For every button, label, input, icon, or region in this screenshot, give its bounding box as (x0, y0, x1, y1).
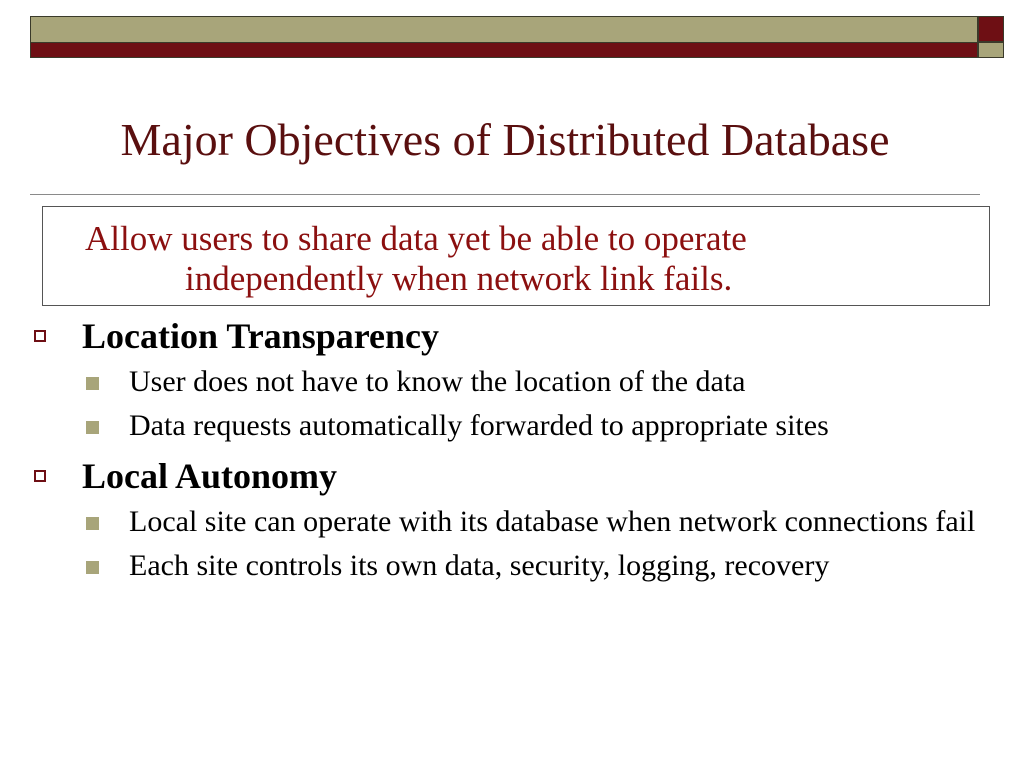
header-band-olive-stripe (31, 17, 977, 43)
filled-square-bullet-icon (86, 377, 99, 390)
header-decorative-band (30, 16, 978, 58)
bullet-text: Each site controls its own data, security, logging, recovery (129, 549, 830, 582)
bullet-text: Local site can operate with its database when network connections fail (129, 505, 976, 538)
bullet-item (30, 408, 995, 444)
section-location-transparency (30, 312, 995, 360)
section-local-autonomy (30, 452, 995, 500)
bullet-item (30, 504, 995, 540)
filled-square-bullet-icon (86, 517, 99, 530)
slide-content (30, 312, 995, 584)
hollow-square-bullet-icon (34, 330, 46, 342)
filled-square-bullet-icon (86, 421, 99, 434)
bullet-text: Data requests automatically forwarded to appropriate sites (129, 409, 829, 442)
title-divider (30, 194, 980, 195)
header-corner-red-square (978, 16, 1004, 42)
slide-title: Major Objectives of Distributed Database (120, 114, 890, 165)
bullet-text: User does not have to know the location of the data (129, 365, 746, 398)
objective-callout-box (42, 206, 990, 306)
section-heading: Location Transparency (82, 316, 440, 356)
objective-callout-text: Allow users to share data yet be able to operate independently when network link fails. (85, 219, 747, 298)
bullet-item (30, 548, 995, 584)
header-corner-olive-square (978, 42, 1004, 58)
hollow-square-bullet-icon (34, 470, 46, 482)
section-heading: Local Autonomy (82, 456, 338, 496)
filled-square-bullet-icon (86, 561, 99, 574)
bullet-item (30, 364, 995, 400)
